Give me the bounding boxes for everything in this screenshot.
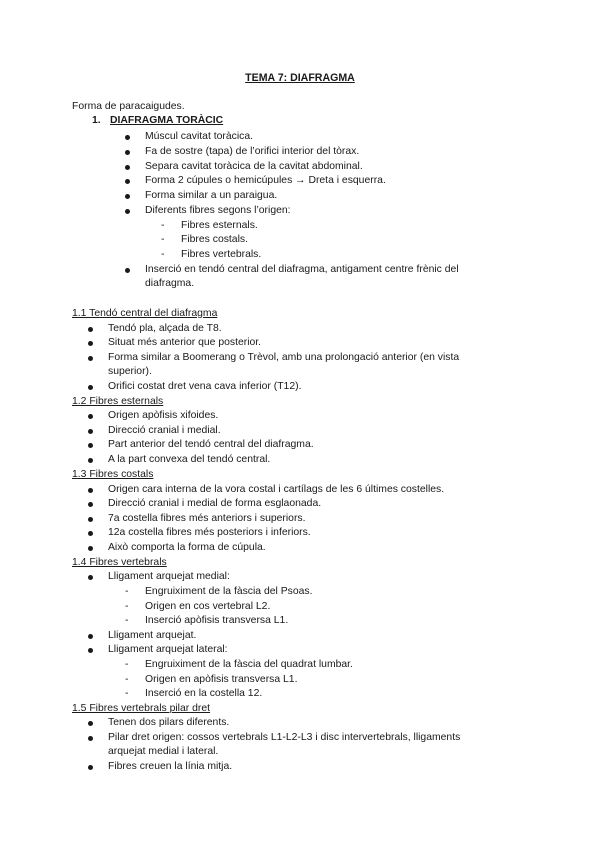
sub-list-item: - Fibres vertebrals. [181, 248, 261, 263]
bullet-icon [125, 209, 130, 214]
section-heading-text: DIAFRAGMA TORÀCIC [110, 115, 224, 126]
list-item: Inserció en tendó central del diafragma, antigament centre frènic del [145, 263, 459, 278]
intro-text: Forma de paracaigudes. [72, 101, 185, 112]
list-item-continuation: superior). [108, 366, 152, 377]
section-heading-fibres-costals: 1.3 Fibres costals [72, 469, 154, 480]
bullet-icon [88, 458, 93, 463]
list-item: 12a costella fibres més posteriors i inferiors. [108, 526, 311, 541]
sub-list-item: - Fibres esternals. [181, 219, 258, 234]
list-item: Orifici costat dret vena cava inferior (T12). [108, 380, 301, 395]
list-item: Separa cavitat toràcica de la cavitat abdominal. [145, 160, 363, 175]
bullet-icon [88, 356, 93, 361]
bullet-icon [88, 517, 93, 522]
sub-list-item: - Engruiximent de la fàscia del Psoas. [145, 585, 313, 600]
sub-list-item: - Engruiximent de la fàscia del quadrat lumbar. [145, 658, 353, 673]
list-item: Això comporta la forma de cúpula. [108, 541, 266, 556]
bullet-icon [88, 327, 93, 332]
sub-list-item: - Origen en cos vertebral L2. [145, 600, 270, 615]
dash-icon: - [125, 615, 129, 626]
bullet-icon [125, 268, 130, 273]
list-item: Origen apòfisis xifoides. [108, 409, 218, 424]
list-item: Origen cara interna de la vora costal i cartílags de les 6 últimes costelles. [108, 483, 444, 498]
list-item: Part anterior del tendó central del diafragma. [108, 438, 314, 453]
list-item: Lligament arquejat lateral: [108, 643, 228, 658]
list-item: 7a costella fibres més anteriors i superiors. [108, 512, 306, 527]
dash-icon: - [125, 659, 129, 670]
bullet-icon [88, 443, 93, 448]
sub-list-item: - Origen en apòfisis transversa L1. [145, 673, 297, 688]
list-item: Lligament arquejat medial: [108, 570, 230, 585]
bullet-icon [88, 341, 93, 346]
bullet-icon [88, 385, 93, 390]
bullet-icon [88, 546, 93, 551]
bullet-icon [125, 165, 130, 170]
dash-icon: - [161, 220, 165, 231]
list-item: A la part convexa del tendó central. [108, 453, 270, 468]
bullet-icon [88, 634, 93, 639]
list-item: Direcció cranial i medial de forma esglaonada. [108, 497, 321, 512]
section-heading-fibres-esternals: 1.2 Fibres esternals [72, 396, 164, 407]
list-item: Forma 2 cúpules o hemicúpules → Dreta i esquerra. [145, 174, 386, 189]
sub-list-item: - Inserció en la costella 12. [145, 687, 262, 702]
sub-list-item: - Fibres costals. [181, 233, 248, 248]
sub-list-item: - Inserció apòfisis transversa L1. [145, 614, 288, 629]
list-item: Direcció cranial i medial. [108, 424, 221, 439]
list-item: Forma similar a un paraigua. [145, 189, 277, 204]
dash-icon: - [161, 249, 165, 260]
bullet-icon [125, 194, 130, 199]
list-item: Fibres creuen la línia mitja. [108, 760, 232, 775]
bullet-icon [125, 150, 130, 155]
list-item: Lligament arquejat. [108, 629, 196, 644]
dash-icon: - [125, 688, 129, 699]
list-item: Múscul cavitat toràcica. [145, 130, 253, 145]
bullet-icon [88, 575, 93, 580]
list-item: Diferents fibres segons l’origen: [145, 204, 291, 219]
dash-icon: - [161, 234, 165, 245]
section-number: 1. [92, 115, 101, 126]
list-item: Tendó pla, alçada de T8. [108, 322, 222, 337]
section-heading-fibres-vertebrals: 1.4 Fibres vertebrals [72, 557, 167, 568]
page-title: TEMA 7: DIAFRAGMA [245, 72, 355, 84]
bullet-icon [88, 429, 93, 434]
list-item-continuation: diafragma. [145, 278, 195, 289]
dash-icon: - [125, 601, 129, 612]
list-item: Situat més anterior que posterior. [108, 336, 261, 351]
bullet-icon [88, 765, 93, 770]
bullet-icon [88, 488, 93, 493]
dash-icon: - [125, 674, 129, 685]
list-item: Tenen dos pilars diferents. [108, 716, 229, 731]
list-item-continuation: arquejat medial i lateral. [108, 746, 219, 757]
bullet-icon [88, 736, 93, 741]
list-item: Pilar dret origen: cossos vertebrals L1-L2-L3 i disc intervertebrals, lligaments [108, 731, 460, 746]
bullet-icon [88, 531, 93, 536]
bullet-icon [88, 502, 93, 507]
bullet-icon [125, 135, 130, 140]
section-heading-pilar-dret: 1.5 Fibres vertebrals pilar dret [72, 703, 211, 714]
dash-icon: - [125, 586, 129, 597]
bullet-icon [88, 721, 93, 726]
bullet-icon [88, 414, 93, 419]
list-item: Fa de sostre (tapa) de l’orifici interior del tòrax. [145, 145, 359, 160]
bullet-icon [88, 648, 93, 653]
bullet-icon [125, 179, 130, 184]
section-heading-diafragma-toracic [92, 114, 223, 129]
list-item: Forma similar a Boomerang o Trèvol, amb una prolongació anterior (en vista [108, 351, 459, 366]
section-heading-tendo-central: 1.1 Tendó central del diafragma [72, 308, 218, 319]
